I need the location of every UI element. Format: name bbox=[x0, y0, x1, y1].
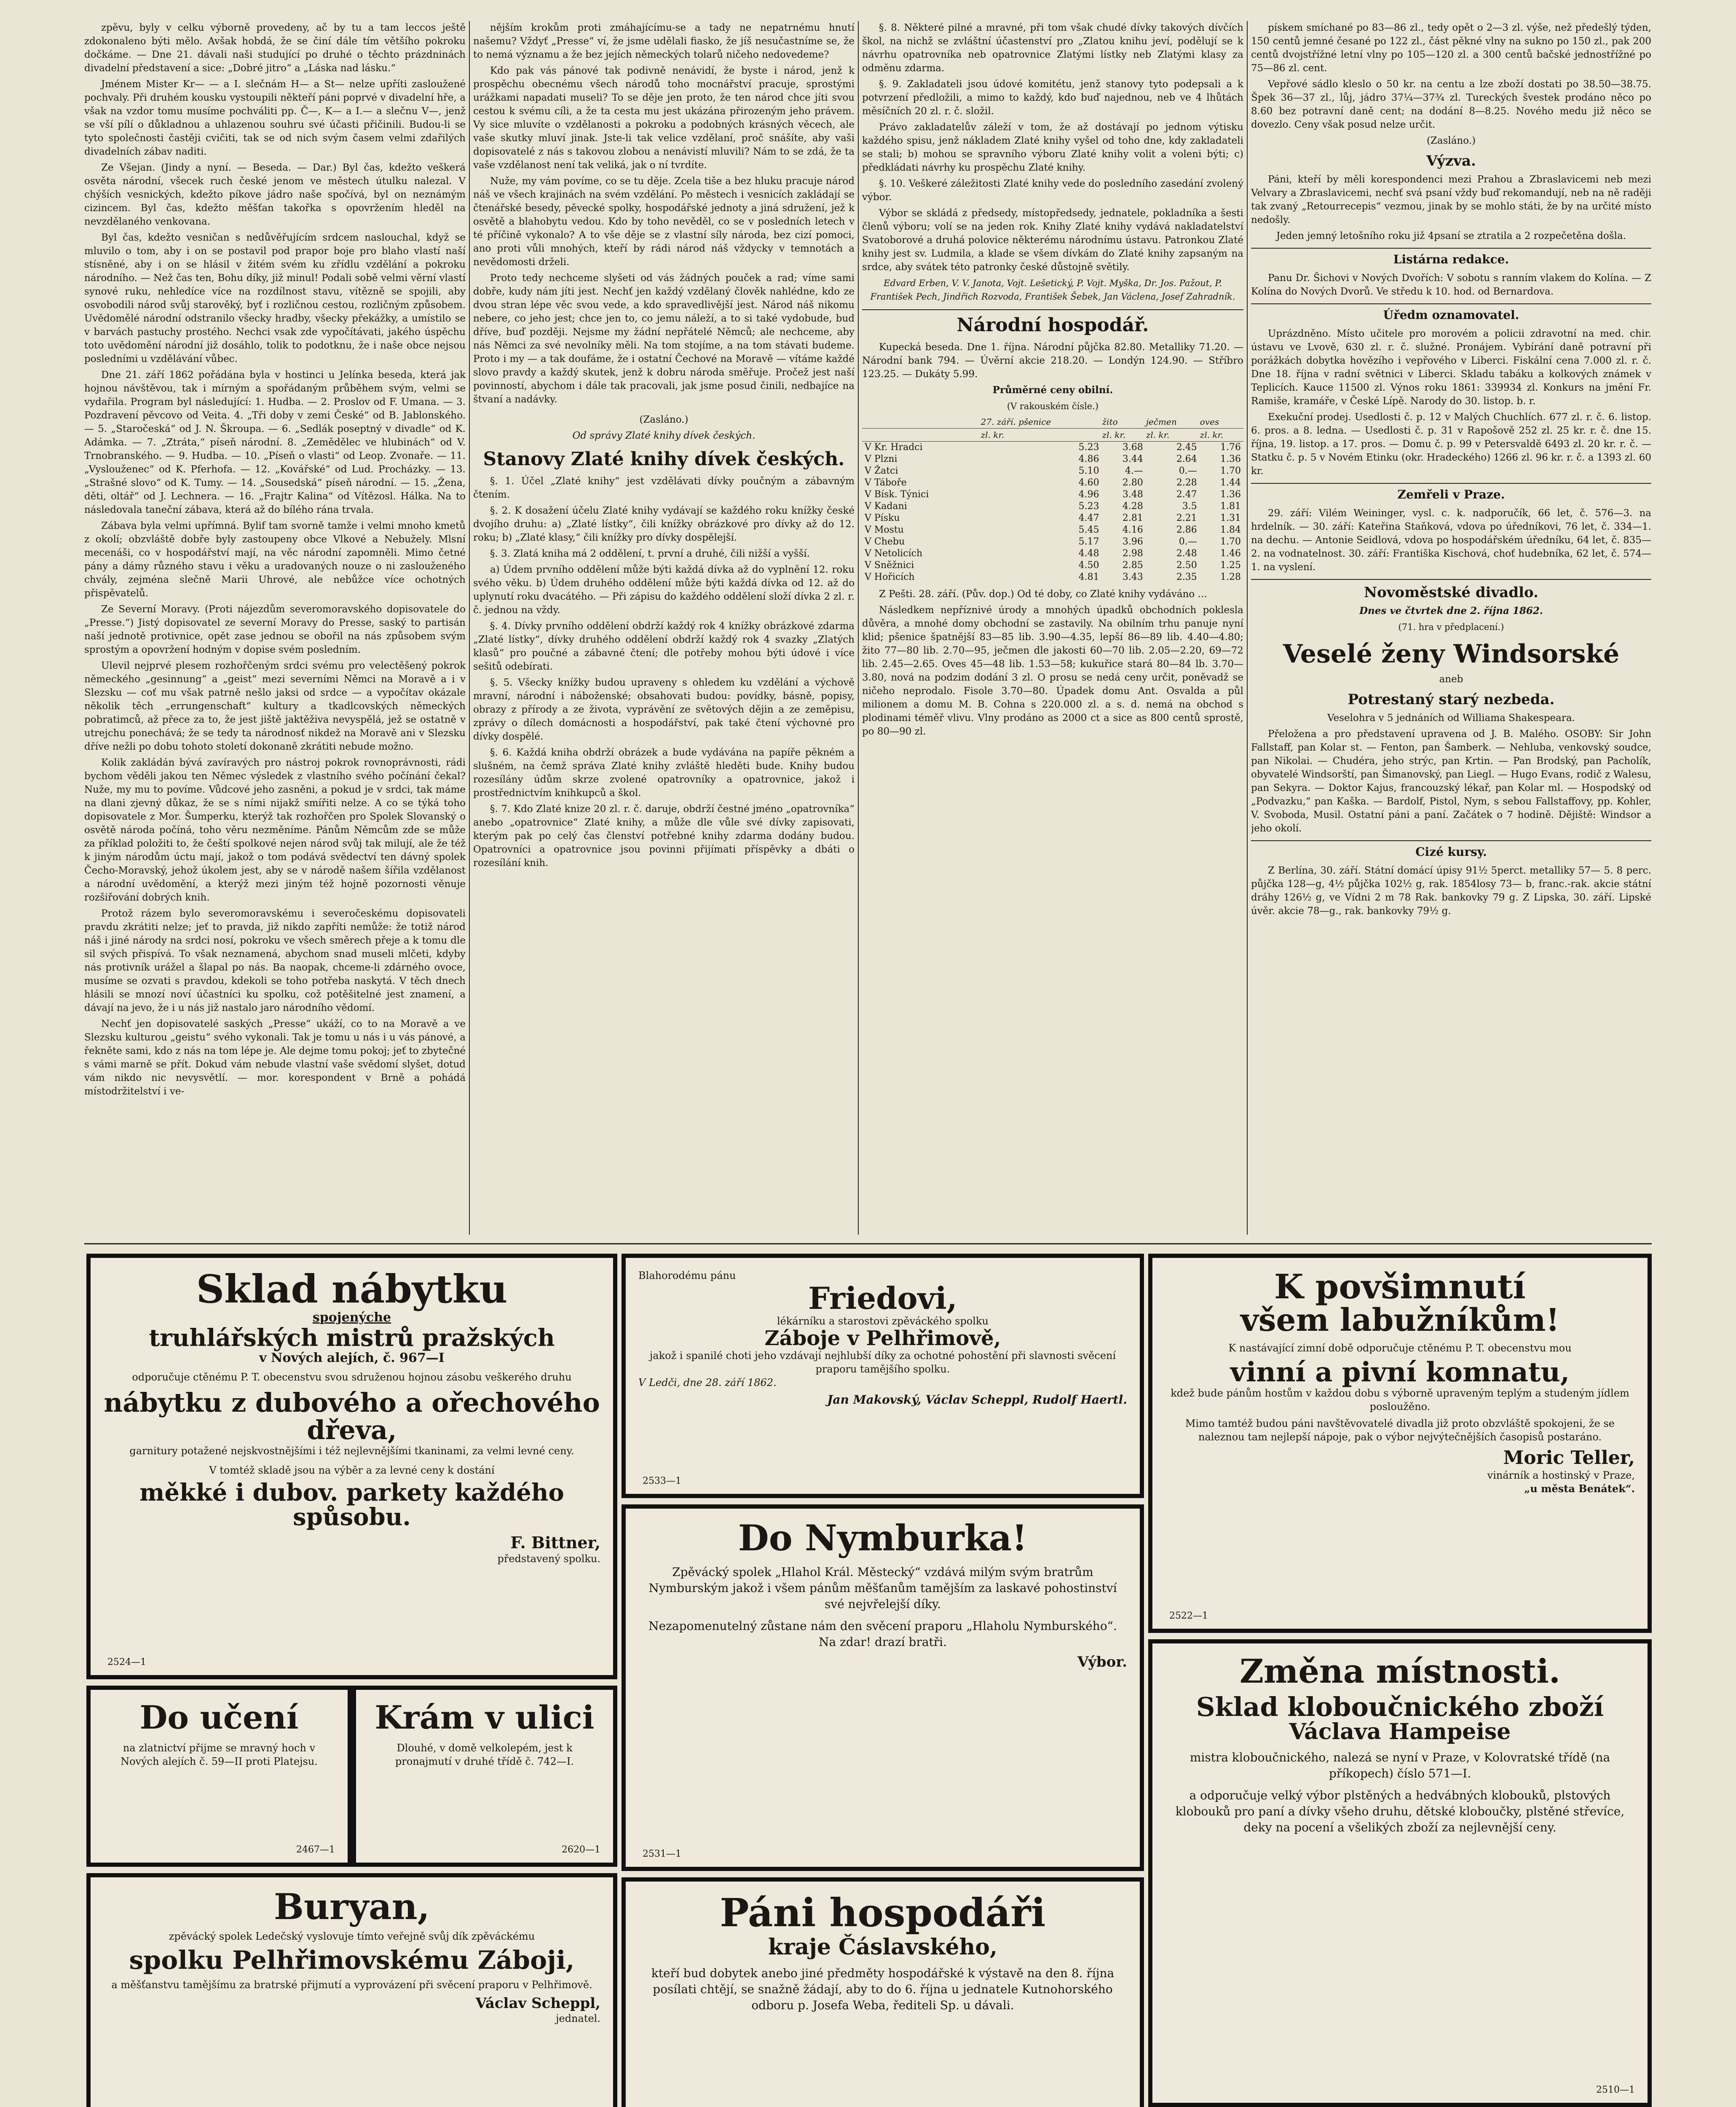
ad-apprentice bbox=[86, 1686, 352, 1867]
table-cell: 5.23 bbox=[1078, 442, 1099, 453]
ad-title: K povšimnutí bbox=[1274, 1267, 1526, 1306]
ad-thanks-friedovi bbox=[622, 1254, 1144, 1498]
ad-signature-role: představený spolku. bbox=[497, 1553, 600, 1565]
table-cell: 3.5 bbox=[1182, 501, 1197, 512]
ad-text: K nastávající zimní době odporučuje ctěnému P. T. obecenstvu mou bbox=[1228, 1342, 1572, 1354]
article-paragraph: Výbor se skládá z předsedy, místopředsedy, jednatele, pokladníka a šesti členů výboru; volí se na jeden rok. Knihy Zlaté knihy vydává nakladatelství Svatoborové a druhá polovice některému národnímu ústavu. Patronkou Zlaté knihy jest sv. Ludmila, a klade se všem dívkám do Zlaté knihy zapsaným na srdce, aby svátek této patronky české důstojně světily. bbox=[862, 208, 1243, 273]
ad-title: Sklad kloboučnického zboží bbox=[1196, 1691, 1604, 1722]
article-paragraph: nějším krokům proti zmáhajícímu-se a tady ne nepatrnému hnutí našemu? Vždyť „Presse“ ví, že jsme udělali fiasko, že jíš nesučastníme se, že to nemá významu a že bez jejích německých tolarů ničeho nedovedeme? bbox=[473, 22, 855, 60]
table-cell: V Písku bbox=[865, 513, 900, 523]
article-paragraph: Nuže, my vám povíme, co se tu děje. Zcela tiše a bez hluku pracuje národ náš ve všech krajinách na svém vzdělání. Po městech i vesnicích zakládají se čtenářské besedy, pěvecké spolky, hospodářské jednoty a jiná sdružení, jež k osvětě a blahobytu vedou. Kdo by toho nevěděl, co se v posledních letech v té příčině vykonalo? A to vše děje se z vlastní síly národa, bez cizí pomoci, ano proti vůli mnohých, kteří by rádi národ náš vždycky v temnotách a nevědomosti drželi. bbox=[473, 176, 855, 268]
column-2 bbox=[473, 21, 855, 1235]
article-paragraph: a) Údem prvního oddělení může býti každá dívka až do vyplnění 12. roku svého věku. b) Údem druhého oddělení může býti každá dívka od 12. až do uplynutí roku dvacátého. — Při zápisu do každého oddělení složí dívka 2 zl. r. č. jednou na vždy. bbox=[473, 564, 855, 616]
table-cell: V Bísk. Týnici bbox=[865, 489, 929, 500]
ad-title: Do Nymburka! bbox=[738, 1517, 1028, 1559]
article-paragraph: §. 9. Zakladateli jsou údové komitétu, jenž stanovy tyto podepsali a k potvrzení předložili, a mimo to každý, kdo buď najednou, neb ve 4 lhůtách měsíčních 20 zl. r. č. složil. bbox=[862, 79, 1243, 117]
price-table-sub: (V rakouském čísle.) bbox=[1007, 401, 1099, 411]
table-cell: 1.31 bbox=[1220, 513, 1241, 523]
article-paragraph: Exekuční prodej. Usedlosti č. p. 12 v Malých Chuchlích. 677 zl. r. č. 6. listop. 6. pros. a 8. ledna. — Usedlosti č. p. 31 v Rapošově 252 zl. 25 kr. r. č. dne 15. října, 19. listop. a 17. pros. — Domu č. p. 99 v Petersvaldě 6493 zl. 20 kr. r. č. — Statku č. p. 5 v Novém Etinku (okr. Hradeckého) 1266 zl. 96 kr. r. č. a 1393 zl. 60 kr. bbox=[1251, 412, 1651, 477]
ad-signature-role: vinárník a hostinský v Praze, bbox=[1487, 1469, 1635, 1481]
article-paragraph: Panu Dr. Šichovi v Nových Dvořích: V sobotu s ranním vlakem do Kolína. — Z Kolína do Nových Dvorů. Ve středu k 10. hod. od Bernardova. bbox=[1251, 273, 1651, 297]
table-cell: 1.84 bbox=[1220, 525, 1241, 535]
table-cell: 4.16 bbox=[1122, 525, 1143, 535]
performance-note: (71. hra v předplacení.) bbox=[1398, 622, 1504, 632]
ad-title: Změna místnosti. bbox=[1239, 1652, 1561, 1691]
ad-text: odporučuje ctěnému P. T. obecenstvu svou sdruženou hojnou zásobu veškerého druhu bbox=[132, 1371, 572, 1383]
table-header-row bbox=[862, 416, 1243, 429]
ad-line: truhlářských mistrů pražských bbox=[149, 1324, 555, 1352]
article-paragraph: Ze Všejan. (Jindy a nyní. — Beseda. — Dar.) Byl čas, kdežto veškerá osvěta národní, všecek ruch české jenom ve městech útulku nalezal. V chýších vesnických, kdežto píkove jádro naše spočívá, byl on neznámým cizincem. Byl čas, kdežto měšťan takořka s opovržením hleděl na nevzdělaného venkovana. bbox=[84, 162, 466, 227]
price-table-body bbox=[862, 442, 1243, 584]
article-paragraph: Kupecká beseda. Dne 1. října. Národní půjčka 82.80. Metalliky 71.20. — Národní bank 794. — Úvěrní akcie 218.20. — Londýn 124.90. — Stříbro 123.25. — Dukáty 5.99. bbox=[862, 342, 1243, 380]
ad-date: V Ledči, dne 28. září 1862. bbox=[638, 1376, 777, 1389]
ad-text: Zpěvácký spolek „Hlahol Král. Městecký“ vzdává milým svým bratrům Nymburským jakož i všem pánům měšťanům tamějším za laskavé pohostinství své nejvřelejší díky. bbox=[648, 1565, 1117, 1611]
table-cell: 0.— bbox=[1179, 466, 1197, 476]
section-heading: Úředm oznamovatel. bbox=[1251, 303, 1651, 324]
ad-number: 2467—1 bbox=[296, 1844, 335, 1855]
ad-title: kraje Čáslavského, bbox=[768, 1934, 998, 1960]
ad-number: 2533—1 bbox=[643, 1476, 681, 1486]
ad-title: Páni hospodáři bbox=[720, 1890, 1046, 1935]
ad-text: lékárníku a starostovi zpěváckého spolku bbox=[777, 1315, 989, 1327]
ad-number: 2620—1 bbox=[562, 1844, 600, 1855]
section-heading: Národní hospodář. bbox=[862, 309, 1243, 336]
table-unit-cell: zl. kr. bbox=[1200, 429, 1243, 442]
table-row bbox=[862, 465, 1243, 477]
table-header-cell bbox=[862, 416, 981, 429]
table-cell: 2.45 bbox=[1176, 442, 1197, 453]
ad-text: Nezapomenutelný zůstane nám den svěcení praporu „Hlaholu Nymburského“. Na zdar! drazí bratři. bbox=[648, 1619, 1117, 1649]
ad-highlight: vinní a pivní komnatu, bbox=[1230, 1356, 1570, 1388]
table-cell: 2.98 bbox=[1122, 548, 1143, 559]
ad-nymburk-thanks bbox=[622, 1504, 1144, 1871]
table-cell: 4.28 bbox=[1122, 501, 1143, 512]
ad-signature: Výbor. bbox=[1077, 1654, 1127, 1671]
article-paragraph: Vepřové sádlo kleslo o 50 kr. na centu a lze zboží dostati po 38.50—38.75. Špek 36—37 zl., lůj, jádro 37¼—37¾ zl. Tureckých švestek prodáno něco po 8.60 bez potravní daně cent; na dodání 8—8.25. Nového medu již něco se dovezlo. Ceny však posud nelze určit. bbox=[1251, 79, 1651, 130]
table-cell: V Netolicích bbox=[865, 548, 923, 559]
ad-title: Friedovi, bbox=[808, 1280, 957, 1316]
ad-title: Do učení bbox=[139, 1699, 299, 1736]
table-unit-cell: zl. kr. bbox=[981, 429, 1102, 442]
table-cell: 3.43 bbox=[1122, 572, 1143, 582]
ad-number: 2522—1 bbox=[1169, 1611, 1208, 1621]
play-description: Veselohra v 5 jednáních od Williama Shakespeara. bbox=[1327, 713, 1575, 724]
table-cell: 1.70 bbox=[1220, 466, 1241, 476]
ad-subtitle: spojenýche bbox=[312, 1310, 391, 1325]
table-cell: V Mostu bbox=[865, 525, 904, 535]
table-row bbox=[862, 512, 1243, 524]
performance-date: Dnes ve čtvrtek dne 2. října 1862. bbox=[1359, 605, 1543, 617]
article-paragraph: Uprázdněno. Místo učitele pro morovém a policii zdravotní na med. chir. ústavu ve Lvově, 630 zl. r. č. služné. Pronájem. Vybírání daně potravní při porážkách dobytka hovězího i vepřového v Liberci. Fiskální cena 7.000 zl. r. č. Dne 18. října v radní světnici v Liberci. Skladu tabáku a kolkových známek v Teplicích. Kauce 11500 zl. Výnos roku 1861: 339934 zl. Konkurs na jmění Fr. Ramiše, kramáře, v České Lípě. Narody do 30. listop. b. r. bbox=[1251, 328, 1651, 407]
table-cell: 1.28 bbox=[1220, 572, 1241, 582]
ad-signature: F. Bittner, bbox=[510, 1533, 600, 1552]
table-cell: 2.64 bbox=[1176, 454, 1197, 464]
article-paragraph: Z Pešti. 28. září. (Pův. dop.) Od té doby, co Zlaté knihy vydáváno ... bbox=[879, 589, 1207, 600]
ad-title: Buryan, bbox=[274, 1886, 430, 1927]
table-cell: 2.81 bbox=[1122, 513, 1143, 523]
ad-signature-role: „u města Benátek“. bbox=[1524, 1482, 1635, 1495]
article-paragraph: Zábava byla velmi upřímná. Bylif tam svorně tamže i velmi mnoho kmetů z okolí; obzvláště dobře byly zastoupeny obce Vlkové a Nebužely. Mlsní mecenáši, co v hospodářství mají, na věc národní zapomněli. Mimo četné pány a dámy různého stavu i věku a uradovaných nouze o ni zaslouženého chvály, zejména slečně Marii Uhrové, ale nebůžce více ochotných přispěvatelů. bbox=[84, 520, 466, 599]
ad-text: garnitury potažené nejskvostnějšími i též nejlevnějšími tkaninami, za velmi levné ceny. bbox=[129, 1445, 574, 1457]
ad-shop-for-rent bbox=[352, 1686, 617, 1867]
table-cell: 4.96 bbox=[1078, 489, 1099, 500]
table-cell: 2.85 bbox=[1122, 560, 1143, 571]
ad-number: 2524—1 bbox=[107, 1657, 146, 1667]
ad-text: mistra kloboučnického, nalezá se nyní v Praze, v Kolovratské třídě (na příkopech) číslo 571—I. bbox=[1189, 1750, 1610, 1780]
article-paragraph: Nechť jen dopisovatelé saských „Presse“ ukáží, co to na Moravě a ve Slezsku kulturou „geistu“ svého vykonali. Tak je tomu u nás i u vás pánové, a řekněte sami, kdo z nás na tom lépe je. Ale dejme tomu pokoj; jeť to zbytečné s vámi marně se přít. Dokud vám nebude vlastní vaše svědomí slyšet, dotud vám nikdo nic nevysvětlí. — mor. korespondent v Brně a pohádá místodržitelství i ve- bbox=[84, 1019, 466, 1097]
article-paragraph: §. 4. Dívky prvního oddělení obdrží každý rok 4 knížky obrázkové zdarma „Zlaté lístky“, dívky druhého oddělení obdrží každý rok 4 svazky „Zlatých klasů“ pro poučné a zábavné čtení; dle potřeby mohou býti údové i více sešitů odebírati. bbox=[473, 621, 855, 672]
table-cell: 3.96 bbox=[1122, 536, 1143, 547]
ad-text: kteří bud dobytek anebo jiné předměty hospodářské k výstavě na den 8. října posílati chtějí, se snažně žádají, aby to do 6. října u jednatele Kutnohorského odboru p. Josefa Weba, řediteli Sp. u dávali. bbox=[651, 1966, 1114, 2013]
article-paragraph: Kdo pak vás pánové tak podivně nenávidí, že byste i národ, jenž k prospěchu obecnému všech národů toho mocnářství pracuje, sprostými urážkami napadati museli? To se děje jen proto, že ten národ chce jíti svou cestou k svému cíli, a že ta cesta mu jest ukázána přirozeným jeho právem. Vy sice mluvíte o vzdělanosti a pokroku a podobných krásných věcech, ale vaše skutky mluví jinak. Jste-li tak velice vzdělaní, proč snášíte, aby vaši dopisovatelé z nás s takovou zlobou a nenávistí mluvili? Nám to se zdá, že ta vaše vzdělanost není tak veliká, jak o ní tvrdíte. bbox=[473, 65, 855, 171]
ad-number: 2531—1 bbox=[643, 1849, 681, 1859]
sent-note: (Zasláno.) bbox=[639, 414, 689, 425]
table-cell: V Kr. Hradci bbox=[865, 442, 923, 453]
article-paragraph: Byl čas, kdežto vesničan s nedůvěřujícím srdcem naslouchal, když se mluvilo o tom, aby i on se postavil pod prapor boje pro blaho vlastí naší stísněné, aby i on se hlásil v žitém svém ku zřídlu vzdělání a pokroku národního. — Než čas ten, Bohu díky, již minul! Podali sobě velmi věrní vlastí synové ruku, nehledíce více na rozdílnost stavu, vítězně se spojili, aby osvobodili národ svůj starověký, byť i rozličnou cestou, rozličným způsobem. Uvědomělé národní odstranilo všecky hradby, všecky překážky, a umístilo se v barvách pastuchy prostého. Nechci vsak zde vypočítávati, jakého úspěchu toto uvědomění národní již dosáhlo, tolik to podotknu, že i naše obce nejsou posledními u vzdělávání vůbec. bbox=[84, 232, 466, 365]
table-cell: 4.81 bbox=[1078, 572, 1099, 582]
table-cell: 1.44 bbox=[1220, 477, 1241, 488]
table-row bbox=[862, 536, 1243, 548]
signatories: Edvard Erben, V. V. Janota, Vojt. Lešetický, P. Vojt. Myška, Dr. Jos. Pažout, P. František Pech, Jindřich Rozvoda, František Šebek, Jan Václena, Josef Zahradník. bbox=[870, 278, 1235, 302]
article-paragraph: §. 5. Všecky knížky budou upraveny s ohledem ku vzdělání a výchově mravní, národní i náboženské; obsahovati budou: povídky, básně, popisy, obrazy z přírody a ze života, vyprávění ze světových dějin a ze zeměpisu, zprávy o dílech domácnosti a hospodářství, pak také čtení výchovné pro dívky dospělé. bbox=[473, 677, 855, 742]
table-units-row bbox=[862, 429, 1243, 442]
ad-text: Dlouhé, v domě velkolepém, jest k pronajmutí v druhé třídě č. 742—I. bbox=[395, 1742, 574, 1767]
table-cell: 2.50 bbox=[1176, 560, 1197, 571]
table-cell: 1.46 bbox=[1220, 548, 1241, 559]
article-paragraph: Kolik zakládán bývá zavíravých pro nástroj pokrok rovnoprávnosti, rádi bychom věděli jakou ten Němec výsledek z vlastního svého počínání čekal? Nuže, my mu to povíme. Vůdcové jeho zasněni, a pokud je v srdci, tak máme na dlani zjevný důkaz, že se s ními nijakž smířiti nelze. A co se týká toho dopisovatele z Mor. Šumperku, kterýž tak rozhořčen pro Spolek Slovanský o osvětě národa počíná, toho věru nezměníme. Pánům Němcům zde se může za příklad položiti to, že čeští spolkové nejen národ svůj tak milují, ale že též k jiným národům úctu mají, jakož o tom podává svědectví ten dávný spolek Čecho-Moravský, jehož úkolem jest, aby se v národě našem šířila vzdělanost a národní uvědomění, a kterýž mezi jiným též hojně pozornosti věnuje rozšiřování dobrých knih. bbox=[84, 757, 466, 903]
column-4 bbox=[1251, 21, 1651, 1235]
ad-buryan-thanks bbox=[86, 1873, 617, 2107]
price-table-title: Průměrné ceny obilní. bbox=[992, 384, 1113, 396]
play-or: aneb bbox=[1439, 674, 1463, 685]
section-heading: Novoměstské divadlo. bbox=[1251, 579, 1651, 601]
column-rule bbox=[469, 21, 470, 1235]
article-paragraph: Ze Severní Moravy. (Proti nájezdům severomoravského dopisovatele do „Presse.“) Jistý dopisovatel ze severní Moravy do Presse, saský to partisán naší jednotě protivnice, opět zase jednou se obořil na nás způsobem svým sprostým a opovržení hodným v dopise svém posledním. bbox=[84, 604, 466, 655]
ad-text: kdež bude pánům hostům v každou dobu s výborně upraveným teplým a studeným jídlem posloužěno. bbox=[1171, 1387, 1629, 1413]
article-paragraph: zpěvu, byly v celku výborně provedeny, ač by tu a tam leccos ještě zdokonaleno býti mělo. Avšak hobdá, že se činí dále tím většího pokroku dočkáme. — Dne 21. dávali naši studující po druhé o těchto prázdninách divadelní představení a sice: „Dobré jitro“ a „Láska nad lásku.“ bbox=[84, 22, 466, 74]
table-row bbox=[862, 524, 1243, 536]
table-cell: 4.48 bbox=[1078, 548, 1099, 559]
article-paragraph: §. 2. K dosažení účelu Zlaté knihy vydávají se každého roku knížky české dvojího druhu: a) „Zlaté lístky“, čili knížky obrázkové pro dívky až do 12. roku; b) „Zlaté klasy,“ čili knížky pro dívky dospělejší. bbox=[473, 505, 855, 543]
ad-signature: Moric Teller, bbox=[1503, 1447, 1635, 1469]
article-paragraph: §. 10. Veškeré záležitosti Zlaté knihy vede do posledního zasedání zvolený výbor. bbox=[862, 178, 1243, 203]
ad-farmers-notice bbox=[622, 1877, 1144, 2107]
column-3 bbox=[862, 21, 1243, 1235]
ad-signature: Václav Scheppl, bbox=[475, 1995, 600, 2012]
table-header-cell: ječmen bbox=[1146, 416, 1200, 429]
table-cell: 2.80 bbox=[1122, 477, 1143, 488]
ad-furniture-warehouse bbox=[86, 1254, 617, 1679]
article-paragraph: Právo zakladatelův záleží v tom, že až dostávají po jednom výtisku každého spisu, jenž nákladem Zlaté knihy vyšel od toho dne, kdy zakladateli se stali; b) mohou se spravního výboru Zlaté knihy volit a voleni býti; c) předkládati návrhy ku prospěchu Zlaté knihy. bbox=[862, 122, 1243, 173]
article-paragraph: §. 7. Kdo Zlaté knize 20 zl. r. č. daruje, obdrží čestné jméno „opatrovníka“ anebo „opatrovnice“ Zlaté knihy, a může dle vůle své dívky zapisovati, kterým pak po celý čas členství potřebné knihy zdarma dodány budou. Opatrovníci a opatrovnice jsou povinni přijímati příspěvky a dbáti o rozesílání knih. bbox=[473, 804, 855, 869]
ad-title: všem labužníkům! bbox=[1240, 1302, 1560, 1338]
table-cell: 3.44 bbox=[1122, 454, 1143, 464]
table-cell: 3.68 bbox=[1122, 442, 1143, 453]
ad-text: jakož i spanilé choti jeho vzdávají nejhlubší díky za ochotné pohostění při slavnosti svěcení praporu tamějšího spolku. bbox=[649, 1349, 1116, 1375]
table-cell: V Táboře bbox=[865, 477, 907, 488]
table-cell: V Plzni bbox=[865, 454, 897, 464]
article-paragraph: Proto tedy nechceme slyšeti od vás žádných pouček a rad; víme sami dobře, kudy nám jíti jest. Nechť jen každý vzdělaný člověk nahlédne, kdo ze dvou stran lépe věc svou vede, a kdo spravedlivější jest. Národ náš nikomu nebere, co jeho jest; chce jen to, co jemu náleží, a to si také vydobude, buď dříve, buď později. Nejsme my žádní nepřátelé Němců; ale nechceme, aby nás Němci za své nevolníky měli. Na tom stojíme, a na tom stávati budeme. Proto i my — a tak doufáme, že i ostatní Čechové na Moravě — vítáme každé slovo pravdy a každý skutek, jenž k dobru národa směřuje. Pročež jest naší povinností, abychom i dále tak pracovali, jak jsme posud činili, nedbajíce na štvaní a nadávky. bbox=[473, 273, 855, 405]
table-cell: 4.47 bbox=[1078, 513, 1099, 523]
table-cell: 4.86 bbox=[1078, 454, 1099, 464]
table-unit-cell: zl. kr. bbox=[1102, 429, 1146, 442]
ad-text: na zlatnictví přijme se mravný hoch v Nových alejích č. 59—II proti Platejsu. bbox=[121, 1742, 318, 1767]
table-cell: 2.47 bbox=[1176, 489, 1197, 500]
ad-highlight: spolku Pelhřimovskému Záboji, bbox=[129, 1946, 575, 1976]
article-paragraph: pískem smíchané po 83—86 zl., tedy opět o 2—3 zl. výše, než předešlý týden, 150 centů jemné česané po 122 zl., část pěkné vlny na sukno po 150 zl., pak 200 centů dvojstřížné letní vlny po 105—120 zl. a 300 centů bačské jednostřížné po 75—86 zl. cent. bbox=[1251, 22, 1651, 74]
column-1 bbox=[84, 21, 466, 1235]
article-paragraph: §. 6. Každá kniha obdrží obrázek a bude vydávána na papíře pěkném a slušném, na čemž správa Zlaté knihy zvláště hleděti bude. Knihy budou rozesílány údům skrze zvolené opatrovníky a opatrovnice, jakož i prostřednictvím knihkupců a škol. bbox=[473, 747, 855, 799]
sent-note: (Zasláno.) bbox=[1426, 135, 1476, 146]
table-row bbox=[862, 453, 1243, 465]
table-cell: 1.25 bbox=[1220, 560, 1241, 571]
ad-signature-role: jednatel. bbox=[556, 2013, 600, 2025]
ad-text: a měšťanstvu tamějšímu za bratrské přijmutí a vyprovázení při svěcení praporu v Pelhřimově. bbox=[111, 1979, 592, 1991]
section-heading: Listárna redakce. bbox=[1251, 248, 1651, 268]
table-row bbox=[862, 571, 1243, 583]
ads-top-rule bbox=[84, 1243, 1652, 1244]
section-heading: Zemřeli v Praze. bbox=[1251, 483, 1651, 503]
article-paragraph: Páni, kteří by měli korespondenci mezi Prahou a Zbraslavicemi neb mezi Velvary a Zbraslavicemi, nechť svá psaní vždy buď rekomandují, neb na ně raději tak zvaný „Retourrecepis“ vezmou, jinak by se mohlo státi, že by na určité místo nedošly. bbox=[1251, 174, 1651, 225]
table-cell: 4.60 bbox=[1078, 477, 1099, 488]
grain-price-table bbox=[862, 416, 1243, 583]
ad-text: Mimo tamtéž budou páni navštěvovatelé divadla již proto obzvláště spokojeni, že se naleznou tam nejlepší nápoje, pak o výbor nejvýtečnějších časopisů postaráno. bbox=[1185, 1417, 1615, 1443]
ad-signature: Jan Makovský, Václav Scheppl, Rudolf Haertl. bbox=[827, 1392, 1127, 1407]
table-row bbox=[862, 489, 1243, 501]
table-cell: V Sněžnici bbox=[865, 560, 914, 571]
table-row bbox=[862, 477, 1243, 489]
play-subtitle: Potrestaný starý nezbeda. bbox=[1348, 691, 1555, 708]
ad-text: V tomtéž skladě jsou na výběr a za levné ceny k dostání bbox=[209, 1464, 495, 1476]
table-cell: V Žatci bbox=[865, 466, 898, 476]
article-paragraph: Protož rázem bylo severomoravskému i severočeskému dopisovateli pravdu zkrátiti nelze; jeť to pravda, již nikdo zapříti nemůže: že totiž národ náš i jiné národy na srdci nosí, pokroku ve všech směrech přeje a k tomu dle sil svých přispívá. To však neznamená, abychom snad museli mlčeti, kdyby nás protivník urážel a šlapal po nás. Ba naopak, chceme-li zdárného ovoce, musíme se ozvati s pravdou, kdekoli se toho potřeba naskytá. V těch dnech hlásili se mnozí noví účastníci ku spolku, což potěšitelné jest znamení, a dávají na jevo, že i u nás již nastalo jaro národního vědomí. bbox=[84, 908, 466, 1013]
article-heading: Stanovy Zlaté knihy dívek českých. bbox=[483, 448, 845, 470]
table-cell: 2.21 bbox=[1176, 513, 1197, 523]
table-row bbox=[862, 560, 1243, 571]
ad-address: v Nových alejích, č. 967—I bbox=[259, 1351, 445, 1366]
table-cell: 2.28 bbox=[1176, 477, 1197, 488]
table-cell: 4.50 bbox=[1078, 560, 1099, 571]
table-cell: 5.45 bbox=[1078, 525, 1099, 535]
ad-title: Sklad nábytku bbox=[196, 1266, 508, 1312]
table-header-cell: žito bbox=[1102, 416, 1146, 429]
table-row bbox=[862, 442, 1243, 454]
article-paragraph: Dne 21. září 1862 pořádána byla v hostinci u Jelínka beseda, která jak hojnou návštěvou, tak i mírným a spořádaným průběhem svým, velmi se vydařila. Program byl následující: 1. Hudba. — 2. Proslov od F. Umana. — 3. Pozdravení pěvcovo od Veita. 4. „Tři doby v zemi České“ od B. Jablonského. — 5. „Staročeská“ od J. N. Škroupa. — 6. „Sedlák poseptný v divadle“ od K. Adámka. — 7. „Ztráta,“ píseň národní. 8. „Zemědělec ve hlubinách“ od V. Trnobranského. — 9. Hudba. — 10. „Píseň o vlasti“ od Leop. Zvonaře. — 11. „Vyslouženec“ od K. Pferhofa. — 12. „Kovářské“ od Lud. Procházky. — 13. „Strašné slovo“ od K. Tumy. — 14. „Sousedská“ píseň národní. — 15. „Žena, děti, oltář“ od J. Lechnera. — 16. „Frajtr Kalina“ od Vítězosl. Hálka. Na to následovala taneční zábava, která až do bílého rána trvala. bbox=[84, 370, 466, 515]
table-cell: 5.17 bbox=[1078, 536, 1099, 547]
table-cell: 2.48 bbox=[1176, 548, 1197, 559]
ad-number: 2510—1 bbox=[1596, 2085, 1635, 2095]
article-paragraph: §. 8. Některé pilné a mravné, při tom však chudé dívky takových dívčích škol, na nichž se zvláštní účastenství pro „Zlatou knihu jeví, podělují se k návrhu opatrovníka neb opatrovnice Zlatými lístky neb Zlatými klasy za odměnu zdarma. bbox=[862, 22, 1243, 74]
ad-line: Václava Hampeise bbox=[1289, 1718, 1511, 1745]
article-paragraph: Přeložena a pro představení upravena od J. B. Malého. OSOBY: Sir John Fallstaff, pan Kolar st. — Fenton, pan Šamberk. — Nehluba, venkovský soudce, pan Nikolai. — Chudéra, jeho strýc, pan Krtin. — Pan Brodský, pan Pacholík, obyvatelé Windsorští, pan Šimanovský, pan Liegl. — Hugo Evans, rodič z Walesu, pan Sekyra. — Doktor Kajus, francouzský lékař, pan Kolar ml. — Hospodský od „Podvazku,“ pan Kaška. — Bardolf, Pistol, Nym, s sebou Fallstaffovy, pp. Kohler, V. Svoboda, Musil. Ostatní páni a paní. Začátek o 7 hodině. Dějiště: Windsor a jeho okolí. bbox=[1251, 729, 1651, 834]
article-paragraph: Jeden jemný letošního roku již 4psaní se ztratila a 2 rozpečetěna došla. bbox=[1276, 231, 1626, 241]
table-cell: 2.35 bbox=[1176, 572, 1197, 582]
table-cell: V Hořicích bbox=[865, 572, 915, 582]
column-rule bbox=[858, 21, 859, 1235]
table-cell: 1.76 bbox=[1220, 442, 1241, 453]
article-heading: Výzva. bbox=[1426, 153, 1476, 169]
table-cell: 5.10 bbox=[1078, 466, 1099, 476]
table-row bbox=[862, 501, 1243, 512]
table-cell: 1.36 bbox=[1220, 489, 1241, 500]
article-paragraph: Následkem nepříznivé úrody a mnohých úpadků obchodních poklesla důvěra, a mnohé domy obchodní se zastavily. Na obilním trhu panuje nyní klid; pšenice špatnější 83—85 lib. 3.90—4.35, lepší 86—89 lib. 4.40—4.80; žito 77—80 lib. 2.70—95, ječmen dle jakosti 60—70 lib. 2.05—2.20, 69—72 lib. 2.45—2.65. Oves 45—48 lib. 1.53—58; kukuřice stará 80—84 lb. 3.70—3.80, nová na podzim dodání 3 zl. O prosu se nedá ceny určit, poněvadž se ničeho neprodalo. Fisole 3.70—80. Úpadek domu Ant. Osvalda a půl milionem a domu M. B. Cohna s 220.000 zl. a s. d. nemá na obchod s plodinami téměř vlivu. Vlny prodáno as 2000 ct a sice as 800 centů sprostě, po 80—90 zl. bbox=[862, 605, 1243, 737]
table-cell: V Kadani bbox=[865, 501, 907, 512]
article-paragraph: Jménem Mister Kr— — a I. slečnám H— a St— nelze upříti zasloužené pochvaly. Při druhém kousku vystoupili někteří páni poprvé v divadelní hře, a však na vzdor tomu musíme pochváliti pp. Č—, K— a I.— a slečnu V—, jenž se vší pílí o důkladnou a uhlazenou souhru své účasti přičinili. Budou-li se tyto společnosti častěji cvičiti, tak se od nich svým časem velmi zdařilých divadelních zábav naditi. bbox=[84, 79, 466, 157]
ad-line: Záboje v Pelhřimově, bbox=[764, 1326, 1001, 1350]
article-paragraph: Ulevil nejprvé plesem rozhořčeným srdci svému pro velectěšený pokrok německého „gesinnung“ a „geist“ mezi severními Němci na Moravě a i v Slezsku — coť mu však patrně nešlo jaksi od srdce — a vypočítav okázale několik těch „errungenschaft“ kultury a tkadlcovských německých pobratimců, až přece za to, že jest jiště jaktěživa nevyspělá, jež se ostatně v utrejchu ponechává; že se tedy ta národnosť nikdež na Moravě ani v Slezsku dříve nežli po dobu tohoto století dokonaně zkrátiti nebude možno. bbox=[84, 660, 466, 752]
table-cell: 2.86 bbox=[1176, 525, 1197, 535]
ad-highlight: nábytku z dubového a ořechového dřeva, bbox=[104, 1387, 600, 1446]
section-heading: Cizé kursy. bbox=[1251, 840, 1651, 860]
table-cell: 4.— bbox=[1125, 466, 1143, 476]
table-unit-cell bbox=[862, 429, 981, 442]
article-paragraph: Z Berlína, 30. září. Státní domácí úpisy 91½ 5perct. metalliky 57— 5. 8 perc. půjčka 128—g, 4½ půjčka 102½ g, rak. 1854losy 73— b, franc.-rak. akcie státní dráhy 126½ g, ve Vídni 2 m 78 Rak. bankovky 79 g. Z Lipska, 30. září. Lipské úvěr. akcie 78—g., rak. bankovky 79½ g. bbox=[1251, 865, 1651, 917]
table-cell: 3.48 bbox=[1122, 489, 1143, 500]
ad-text: Blahorodému pánu bbox=[638, 1270, 736, 1281]
article-paragraph: §. 3. Zlatá kniha má 2 oddělení, t. první a druhé, čili nižší a vyšší. bbox=[490, 548, 810, 559]
article-paragraph: 29. září: Vilém Weininger, vysl. c. k. nadporučík, 66 let, č. 576—3. na hrdelník. — 30. září: Kateřina Staňková, vdova po úředníkovi, 76 let, č. 334—1. na dechu. — Antonie Seidlová, vdova po hospodářském úředníku, 64 let, č. 835—2. na vodnatelnost. 30. září: Františka Kischová, choť hudebníka, 62 let, č. 574—1. na vyslení. bbox=[1251, 508, 1651, 573]
play-title: Veselé ženy Windsorské bbox=[1283, 639, 1620, 669]
table-cell: 1.36 bbox=[1220, 454, 1241, 464]
table-cell: 1.70 bbox=[1220, 536, 1241, 547]
ad-hat-shop bbox=[1148, 1639, 1652, 2107]
ad-text: a odporučuje velký výbor plstěných a hedvábných klobouků, plstových klobouků pro paní a dívky všeho druhu, dětské kloboučky, plstěné střevíce, deky na pocení a všelikých zboží za nejlevnější ceny. bbox=[1175, 1788, 1625, 1834]
column-rule bbox=[1247, 21, 1248, 1235]
table-cell: 0.— bbox=[1179, 536, 1197, 547]
ad-highlight: měkké i dubov. parkety každého spůsobu. bbox=[139, 1478, 564, 1531]
table-header-cell: 27. září. pšenice bbox=[981, 416, 1102, 429]
article-byline: Od správy Zlaté knihy dívek českých. bbox=[572, 430, 755, 441]
table-cell: 5.23 bbox=[1078, 501, 1099, 512]
ad-text: zpěvácký spolek Ledečský vyslovuje tímto veřejně svůj dík zpěváckému bbox=[169, 1930, 535, 1943]
ad-title: Krám v ulici bbox=[375, 1699, 595, 1736]
table-header-cell: oves bbox=[1200, 416, 1243, 429]
table-unit-cell: zl. kr. bbox=[1146, 429, 1200, 442]
article-paragraph: §. 1. Účel „Zlaté knihy“ jest vzdělávati dívky poučným a zábavným čtením. bbox=[473, 476, 855, 500]
table-cell: V Chebu bbox=[865, 536, 905, 547]
table-cell: 1.81 bbox=[1220, 501, 1241, 512]
table-row bbox=[862, 548, 1243, 560]
ad-wine-beer-room bbox=[1148, 1254, 1652, 1633]
